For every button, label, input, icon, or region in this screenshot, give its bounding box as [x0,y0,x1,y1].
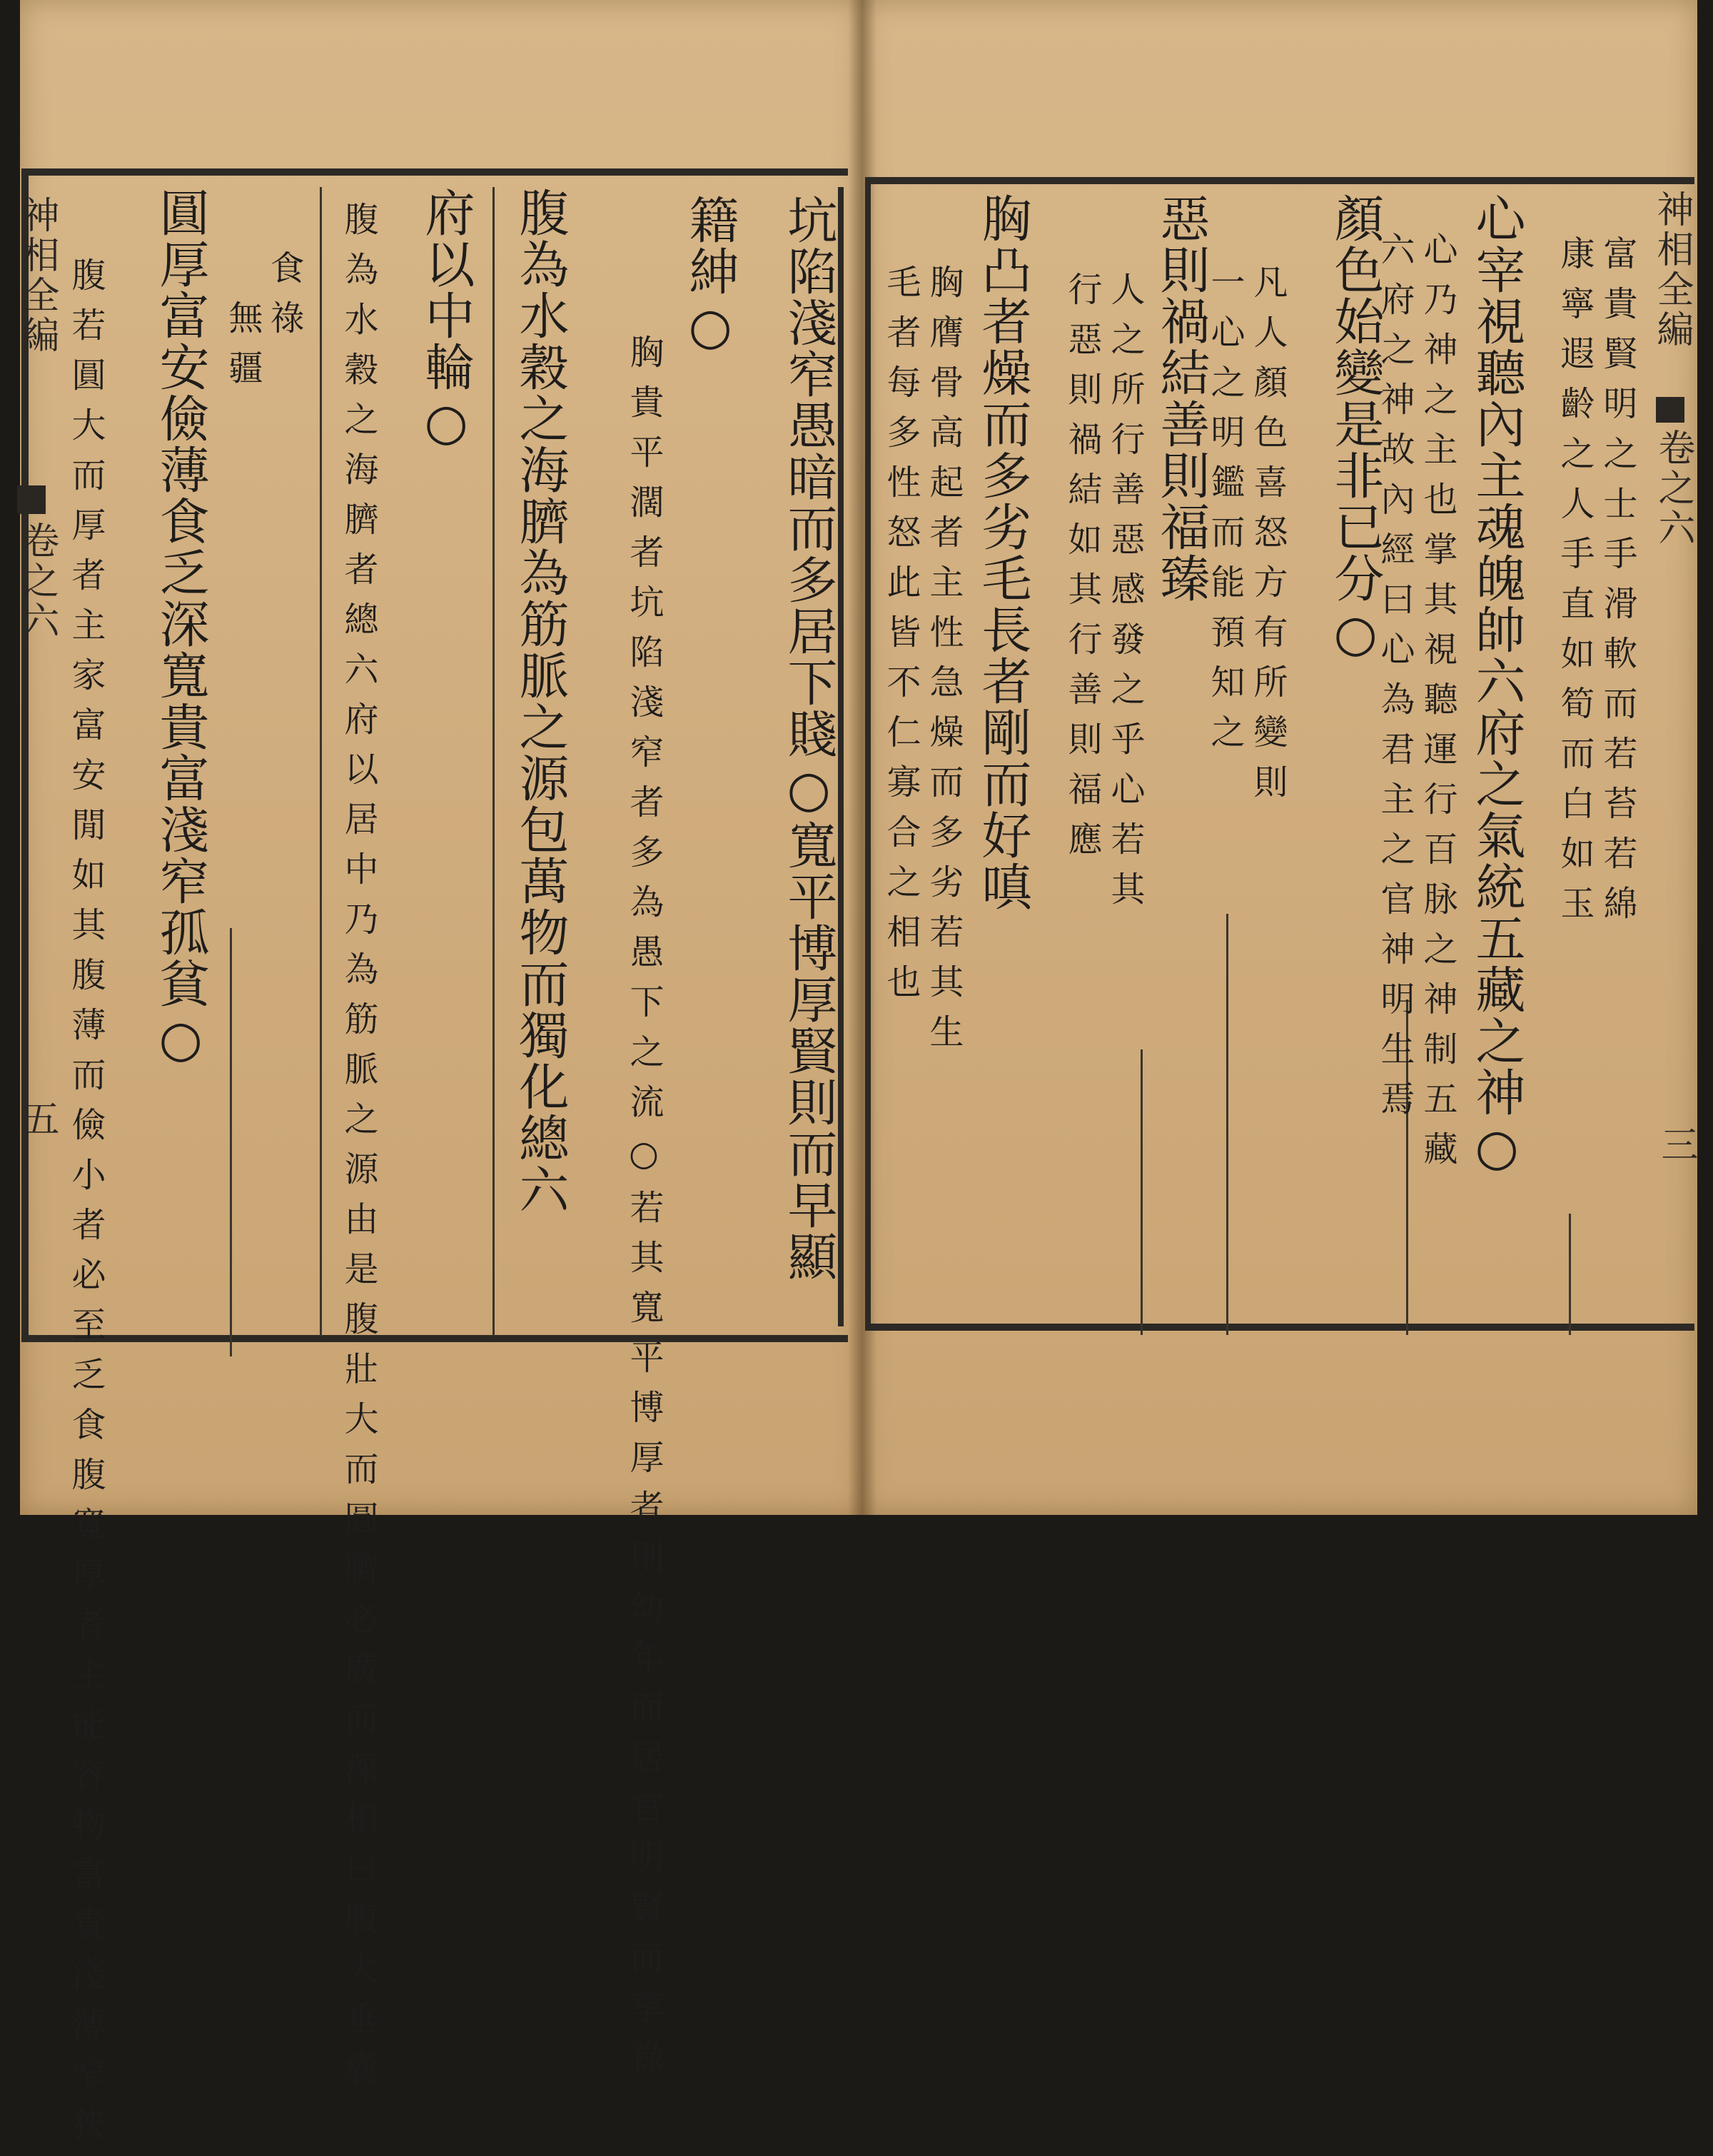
fishtail-mark-icon [17,485,46,514]
annotation-column: 一心之明鑑而能預知之 [1205,264,1245,764]
text-column: 腹為水穀之海臍為筋脈之源包萬物而獨化總六 [511,187,570,1215]
annotation-column: 凡人顏色喜怒方有所變則 [1248,264,1288,814]
margin-volume: 卷之六 [16,521,59,641]
annotation-column: 食祿 [264,250,304,350]
margin-page-number: 三 [1654,1125,1697,1165]
margin-book-title: 神相全編 [16,196,59,356]
text-column: 心宰視聽內主魂魄帥六府之氣統五藏之神○ [1467,193,1526,1178]
text-column: 坑陷淺窄愚暗而多居下賤○寬平博厚賢則而早顯 [779,194,838,1282]
column-rule [230,928,232,1356]
column-rule [320,187,322,1336]
annotation-column: 康寧遐齡之人手直如筍而白如玉 [1555,236,1595,935]
margin-page-number: 五 [16,1099,59,1139]
annotation-column: 胸膺骨高起者主性急燥而多劣若其生 [924,264,964,1064]
annotation-column: 人之所行善惡感發之乎心若其 [1105,271,1145,921]
annotation-column: 胸貴平濶者坑陷淺窄者多為愚下之流○若其寬平博厚者則幼年而居官明賢而享祿 [624,334,664,2089]
annotation-column: 行惡則禍結如其行善則福應 [1062,271,1102,871]
text-column: 府以中輪○ [417,187,475,453]
margin-book-title: 神相全編 [1650,190,1693,350]
column-rule [1569,1214,1571,1335]
annotation-column: 腹為水穀之海臍者總六府以居中乃為筋脈之源由是腹壯大而圓臍必廣而深相曰腹大垂囊 [338,201,378,2100]
column-rule [1141,1049,1143,1335]
column-rule [492,187,495,1336]
annotation-column: 六府之神故內經曰心為君主之官神明生焉 [1375,231,1415,1131]
column-rule [1226,914,1228,1335]
text-column: 圓厚富安儉薄食乏深寬貴富淺窄孤貧○ [151,187,210,1069]
annotation-column: 心乃神之主也掌其視聽運行百脉之神制五藏 [1418,231,1457,1181]
text-column: 顏色始變是非已分○ [1326,193,1385,664]
margin-volume: 卷之六 [1652,428,1694,548]
annotation-column: 腹若圓大而厚者主家富安閒如其腹薄而儉小者必至乏食腹寬厚者主能容物富貴淺薄窄狹 [66,257,106,2156]
text-column: 籍紳○ [681,194,739,357]
text-column: 胸凸者燥而多劣毛長者剛而好嗔 [974,193,1032,912]
annotation-column: 無疆 [223,300,263,400]
fishtail-mark-icon [1656,397,1684,423]
text-column: 惡則禍結善則福臻 [1152,193,1211,604]
annotation-column: 毛者每多性怒此皆不仁寡合之相也 [881,264,921,1014]
annotation-column: 富貴賢明之士手滑軟而若苔若綿 [1597,236,1637,935]
